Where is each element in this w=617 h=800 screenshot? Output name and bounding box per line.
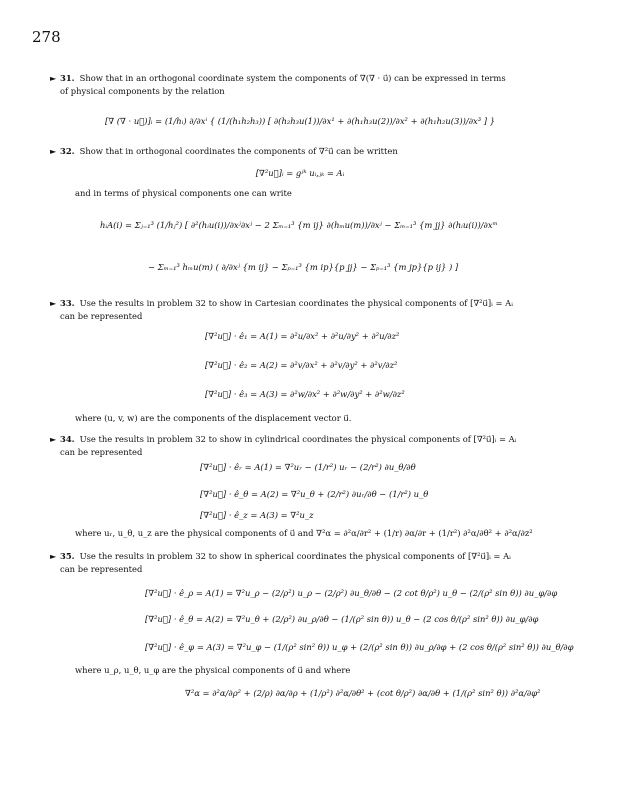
equation: [∇²u⃗] · ê_φ = A(3) = ∇²u_φ − (1/(ρ² sin² θ)) u_φ + (2/(ρ² sin θ)) ∂u_ρ/∂φ + (2 cos θ/(ρ² sin² θ)) ∂u_θ/∂φ: [145, 642, 574, 652]
equation: hᵢA(i) = Σⱼ₌₁³ (1/hⱼ²) [ ∂²(hᵢu(i))/∂xʲ∂xʲ − 2 Σₘ₌₁³ {m ij} ∂(hₘu(m))/∂xʲ − Σₘ₌₁³ {m jj} ∂(hᵢu(i))/∂xᵐ: [100, 220, 498, 230]
equation: [∇²u⃗] · ê₁ = A(1) = ∂²u/∂x² + ∂²u/∂y² + ∂²u/∂z²: [205, 331, 400, 341]
problem-33: [50, 297, 546, 322]
problem-text-continued: where u_ρ, u_θ, u_φ are the physical components of u⃗ and where: [75, 665, 351, 675]
equation: [∇²u⃗] · ê₃ = A(3) = ∂²w/∂x² + ∂²w/∂y² + ∂²w/∂z²: [205, 389, 405, 399]
problem-text-continued: where (u, v, w) are the components of the displacement vector u⃗.: [75, 413, 352, 423]
problem-31: [50, 72, 546, 97]
problem-text-continued: can be represented: [60, 447, 143, 457]
equation: − Σₘ₌₁³ hₘu(m) ( ∂/∂xʲ {m ij} − Σₚ₌₁³ {m ip}{p jj} − Σₚ₌₁³ {m jp}{p ij} ) ]: [148, 262, 459, 272]
triangle-marker-icon: ►: [50, 435, 57, 444]
equation: ∇²α = ∂²α/∂ρ² + (2/ρ) ∂α/∂ρ + (1/ρ²) ∂²α/∂θ² + (cot θ/ρ²) ∂α/∂θ + (1/(ρ² sin² θ)) ∂²α/∂φ²: [185, 688, 541, 698]
triangle-marker-icon: ►: [50, 147, 57, 156]
equation: [∇²u⃗] · ê_z = A(3) = ∇²u_z: [200, 510, 314, 520]
equation: [∇²u⃗] · ê₂ = A(2) = ∂²v/∂x² + ∂²v/∂y² + ∂²v/∂z²: [205, 360, 398, 370]
problem-text-continued: can be represented: [60, 311, 143, 321]
problem-text-continued: where uᵣ, u_θ, u_z are the physical components of u⃗ and ∇²α = ∂²α/∂r² + (1/r) ∂α/∂r + (1/r²) ∂²α/∂θ² + ∂²α/∂z²: [75, 528, 533, 538]
problem-number: 32.: [60, 146, 75, 156]
problem-text-continued: of physical components by the relation: [60, 86, 225, 96]
triangle-marker-icon: ►: [50, 74, 57, 83]
equation: [∇²u⃗] · êᵣ = A(1) = ∇²uᵣ − (1/r²) uᵣ − (2/r²) ∂u_θ/∂θ: [200, 462, 416, 472]
problem-text-continued: and in terms of physical components one can write: [75, 188, 292, 198]
problem-number: 31.: [60, 73, 75, 83]
problem-text: Show that in orthogonal coordinates the components of ∇²u⃗ can be written: [79, 146, 398, 156]
problem-number: 34.: [60, 434, 75, 444]
equation: [∇²u⃗] · ê_θ = A(2) = ∇²u_θ + (2/r²) ∂uᵣ/∂θ − (1/r²) u_θ: [200, 489, 429, 499]
problem-text: Use the results in problem 32 to show in Cartesian coordinates the physical components of [∇²u⃗]ᵢ = Aᵢ: [79, 298, 513, 308]
triangle-marker-icon: ►: [50, 299, 57, 308]
equation: [∇ (∇ · u⃗)]ᵢ = (1/hᵢ) ∂/∂xⁱ { (1/(h₁h₂h₃)) [ ∂(h₂h₃u(1))/∂x¹ + ∂(h₁h₃u(2))/∂x² + ∂(h₁h₂u(3))/∂x³ ] }: [104, 116, 496, 126]
equation: [∇²u⃗] · ê_ρ = A(1) = ∇²u_ρ − (2/ρ²) u_ρ − (2/ρ²) ∂u_θ/∂θ − (2 cot θ/ρ²) u_θ − (2/(ρ² sin θ)) ∂u_φ/∂φ: [145, 588, 558, 598]
triangle-marker-icon: ►: [50, 552, 57, 561]
problem-text: Show that in an orthogonal coordinate system the components of ∇(∇ · u⃗) can be expressed in terms: [79, 73, 506, 83]
problem-text: Use the results in problem 32 to show in spherical coordinates the physical components of [∇²u⃗]ᵢ = Aᵢ: [79, 551, 511, 561]
problem-text: Use the results in problem 32 to show in cylindrical coordinates the physical components of [∇²u⃗]ᵢ = Aᵢ: [79, 434, 517, 444]
problem-number: 35.: [60, 551, 75, 561]
problem-34: [50, 433, 546, 458]
problem-32: [50, 145, 546, 158]
equation: [∇²u⃗]ᵢ = gʲᵏ uᵢ,ⱼₖ = Aᵢ: [255, 168, 345, 178]
problem-number: 33.: [60, 298, 75, 308]
problem-text-continued: can be represented: [60, 564, 143, 574]
equation: [∇²u⃗] · ê_θ = A(2) = ∇²u_θ + (2/ρ²) ∂u_ρ/∂θ − (1/(ρ² sin θ)) u_θ − (2 cos θ/(ρ² sin² θ)) ∂u_φ/∂φ: [145, 614, 539, 624]
problem-35: [50, 550, 546, 575]
page-number: 278: [32, 28, 61, 46]
